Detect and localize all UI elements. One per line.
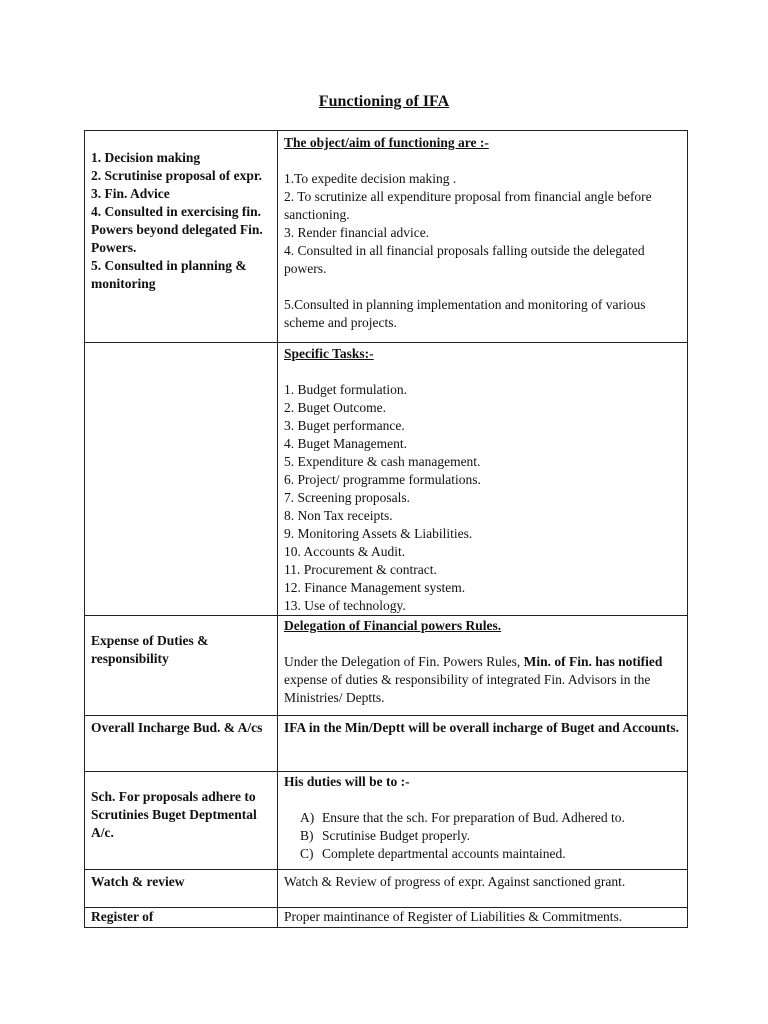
- list-item: 5.Consulted in planning implementation and monitoring of various scheme and projects.: [284, 297, 646, 330]
- list-item: 1.To expedite decision making .: [284, 171, 457, 186]
- left-cell: [85, 772, 278, 870]
- table-row: [85, 716, 688, 772]
- left-cell: [85, 343, 278, 616]
- left-item: 1. Decision making: [91, 150, 201, 165]
- right-cell: [278, 908, 688, 928]
- list-item: 8. Non Tax receipts.: [284, 508, 393, 523]
- section-heading: Specific Tasks:-: [284, 346, 374, 361]
- list-item: 3. Render financial advice.: [284, 225, 430, 240]
- list-item: 7. Screening proposals.: [284, 490, 410, 505]
- list-item-text: Scrutinise Budget properly.: [322, 828, 470, 843]
- list-item: 2. Buget Outcome.: [284, 400, 386, 415]
- table-row: [85, 616, 688, 716]
- row-label: Scrutinies Buget Deptmental A/c.: [91, 807, 257, 840]
- table-row: [85, 772, 688, 870]
- list-item: 13. Use of technology.: [284, 598, 406, 613]
- right-cell: [278, 616, 688, 716]
- list-item: 6. Project/ programme formulations.: [284, 472, 481, 487]
- row-label: Sch. For proposals adhere to: [91, 789, 256, 804]
- row-label: Overall Incharge Bud. & A/cs: [91, 720, 263, 735]
- left-item: 2. Scrutinise proposal of expr.: [91, 168, 263, 183]
- list-item: 3. Buget performance.: [284, 418, 405, 433]
- list-marker: A): [300, 810, 315, 825]
- left-item: 4. Consulted in exercising fin. Powers beyond delegated Fin. Powers.: [91, 204, 263, 255]
- list-item: [300, 809, 681, 827]
- table-row: [85, 870, 688, 908]
- list-item: 5. Expenditure & cash management.: [284, 454, 481, 469]
- list-item: 12. Finance Management system.: [284, 580, 466, 595]
- list-item: 11. Procurement & contract.: [284, 562, 437, 577]
- section-heading: His duties will be to :-: [284, 774, 410, 789]
- paragraph: [284, 653, 681, 707]
- list-item-text: Ensure that the sch. For preparation of Bud. Adhered to.: [322, 810, 625, 825]
- paragraph-bold-text: Min. of Fin. has notified: [523, 654, 663, 669]
- ifa-functions-table: [84, 130, 688, 928]
- list-item: 2. To scrutinize all expenditure proposal from financial angle before sanctioning.: [284, 189, 652, 222]
- left-cell: [85, 716, 278, 772]
- list-marker: B): [300, 828, 314, 843]
- paragraph: Proper maintinance of Register of Liabilities & Commitments.: [284, 909, 623, 924]
- paragraph-text: expense of duties & responsibility of integrated Fin. Advisors in the Ministries/ Deptts.: [284, 672, 651, 705]
- row-label: Register of: [91, 909, 154, 924]
- row-label: Expense of Duties & responsibility: [91, 633, 209, 666]
- paragraph: IFA in the Min/Deptt will be overall incharge of Buget and Accounts.: [284, 720, 679, 735]
- left-cell: [85, 616, 278, 716]
- right-cell: [278, 870, 688, 908]
- section-heading: The object/aim of functioning are :-: [284, 135, 489, 150]
- right-cell: [278, 343, 688, 616]
- page-title: Functioning of IFA: [318, 93, 450, 110]
- list-item: 9. Monitoring Assets & Liabilities.: [284, 526, 473, 541]
- left-item: 3. Fin. Advice: [91, 186, 170, 201]
- left-cell: [85, 131, 278, 343]
- paragraph: Watch & Review of progress of expr. Against sanctioned grant.: [284, 874, 626, 889]
- left-cell: [85, 908, 278, 928]
- list-item-text: Complete departmental accounts maintained.: [322, 846, 566, 861]
- table-row: [85, 131, 688, 343]
- right-cell: [278, 131, 688, 343]
- paragraph-text: Under the Delegation of Fin. Powers Rules,: [284, 654, 521, 669]
- left-cell: [85, 870, 278, 908]
- table-row: [85, 343, 688, 616]
- table-row: [85, 908, 688, 928]
- list-item: 1. Budget formulation.: [284, 382, 407, 397]
- list-marker: C): [300, 846, 314, 861]
- list-item: 4. Consulted in all financial proposals falling outside the delegated powers.: [284, 243, 645, 276]
- list-item: [300, 827, 681, 845]
- section-heading: Delegation of Financial powers Rules.: [284, 618, 502, 633]
- list-item: 10. Accounts & Audit.: [284, 544, 406, 559]
- right-cell: [278, 772, 688, 870]
- duties-list: [284, 809, 681, 863]
- list-item: [300, 845, 681, 863]
- right-cell: [278, 716, 688, 772]
- left-item: 5. Consulted in planning & monitoring: [91, 258, 247, 291]
- row-label: Watch & review: [91, 874, 185, 889]
- list-item: 4. Buget Management.: [284, 436, 407, 451]
